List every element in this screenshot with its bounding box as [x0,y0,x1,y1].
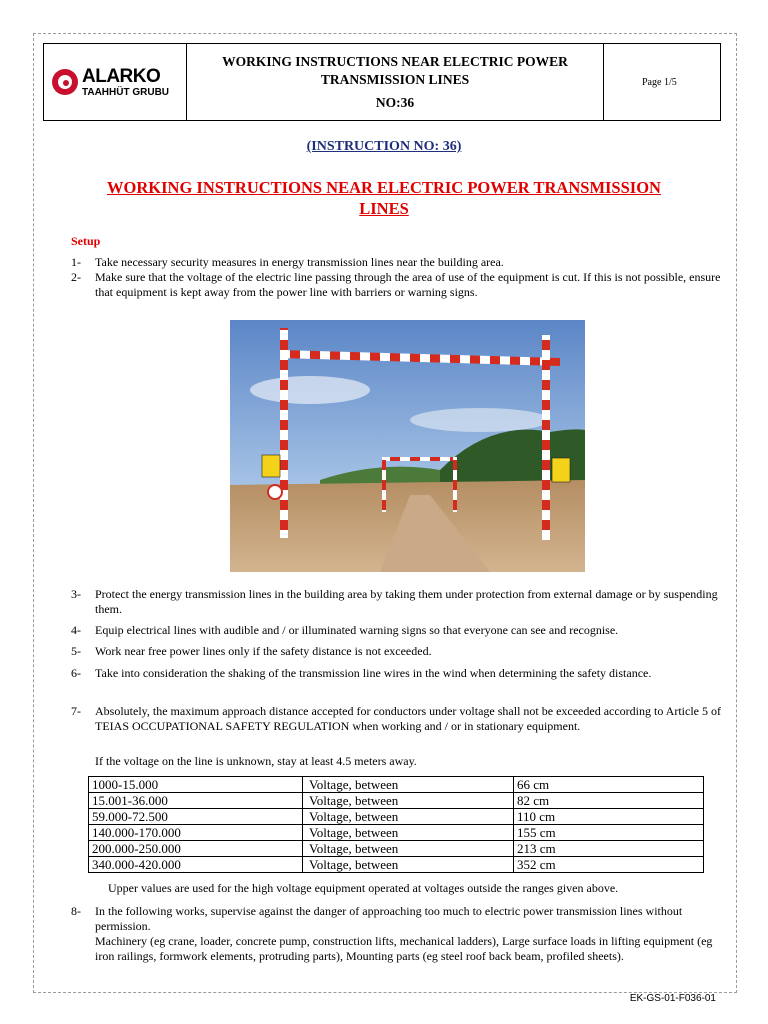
voltage-label: Voltage, between [303,777,514,793]
list-item-5 [71,644,721,659]
item-number: 1- [71,255,81,269]
item8-detail: Machinery (eg crane, loader, concrete pump, construction lifts, mechanical ladders), Large surface loads in lifting equipment (eg iron railings, formwork elements, protruding parts), Mounting parts (eg steel roof back beam, profiled sheets). [95,934,713,963]
table-row [89,857,704,873]
header-title-line1: WORKING INSTRUCTIONS NEAR ELECTRIC POWER [222,53,568,69]
logo-mark-icon [52,69,78,95]
table-row [89,825,704,841]
header-title-cell [187,44,604,121]
voltage-range: 59.000-72.500 [89,809,303,825]
header-title-line2: TRANSMISSION LINES [320,71,470,87]
item-text: Protect the energy transmission lines in the building area by taking them under protection from external damage or by suspending them. [95,587,718,616]
safety-distance: 82 cm [514,793,704,809]
item-number: 7- [71,704,81,718]
main-title [48,177,720,219]
page-number: Page 1/5 [604,44,721,121]
item-number: 2- [71,270,81,284]
company-logo [44,67,186,98]
instruction-number: (INSTRUCTION NO: 36) [306,139,462,154]
table-note: Upper values are used for the high voltage equipment operated at voltages outside the ranges given above. [108,881,619,895]
safety-distance: 213 cm [514,841,704,857]
voltage-range: 340.000-420.000 [89,857,303,873]
voltage-label: Voltage, between [303,841,514,857]
voltage-label: Voltage, between [303,809,514,825]
voltage-range: 1000-15.000 [89,777,303,793]
voltage-distance-table [88,776,704,873]
logo-cell [44,44,187,121]
list-item-3 [71,587,721,617]
voltage-range: 15.001-36.000 [89,793,303,809]
table-row [89,793,704,809]
list-item-8 [71,904,721,964]
document-code: EK-GS-01-F036-01 [629,993,716,1004]
safety-distance: 352 cm [514,857,704,873]
logo-subtitle: TAAHHÜT GRUBU [82,86,170,98]
voltage-range: 140.000-170.000 [89,825,303,841]
safety-distance: 110 cm [514,809,704,825]
item-text: In the following works, supervise against the danger of approaching too much to electric power transmission lines without permission. [95,904,683,933]
table-row [89,777,704,793]
logo-name: ALARKO [82,65,161,87]
item-text: Absolutely, the maximum approach distance accepted for conductors under voltage shall not be exceeded according to Article 5 of TEIAS OCCUPATIONAL SAFETY REGULATION when working and / or in stationary equipment. [95,704,721,733]
voltage-label: Voltage, between [303,857,514,873]
item-text: Take necessary security measures in energy transmission lines near the building area. [95,255,504,269]
item-number: 6- [71,666,81,680]
item7-note: If the voltage on the line is unknown, stay at least 4.5 meters away. [95,754,417,768]
list-item-4 [71,623,721,638]
list-item-2 [71,270,721,300]
item-text: Work near free power lines only if the safety distance is not exceeded. [95,644,432,658]
safety-distance: 155 cm [514,825,704,841]
main-title-line1: WORKING INSTRUCTIONS NEAR ELECTRIC POWER TRANSMISSION [107,178,661,197]
safety-gate-photo [230,320,585,572]
safety-distance: 66 cm [514,777,704,793]
item-text: Make sure that the voltage of the electric line passing through the area of use of the equipment is cut. If this is not possible, ensure that equipment is kept away from the power line with barriers or warning signs. [95,270,721,299]
voltage-label: Voltage, between [303,793,514,809]
list-item-7 [71,704,721,734]
item-text: Take into consideration the shaking of the transmission line wires in the wind when determining the safety distance. [95,666,652,680]
voltage-label: Voltage, between [303,825,514,841]
voltage-range: 200.000-250.000 [89,841,303,857]
item-text: Equip electrical lines with audible and / or illuminated warning signs so that everyone can see and recognise. [95,623,619,637]
item-number: 3- [71,587,81,601]
item-number: 8- [71,904,81,918]
item-number: 4- [71,623,81,637]
setup-heading: Setup [71,234,101,248]
list-item-1 [71,255,721,270]
main-title-line2: LINES [359,199,409,218]
table-row [89,809,704,825]
table-row [89,841,704,857]
item-number: 5- [71,644,81,658]
header-doc-number: NO:36 [375,94,415,110]
document-header [43,43,721,121]
list-item-6 [71,666,721,681]
